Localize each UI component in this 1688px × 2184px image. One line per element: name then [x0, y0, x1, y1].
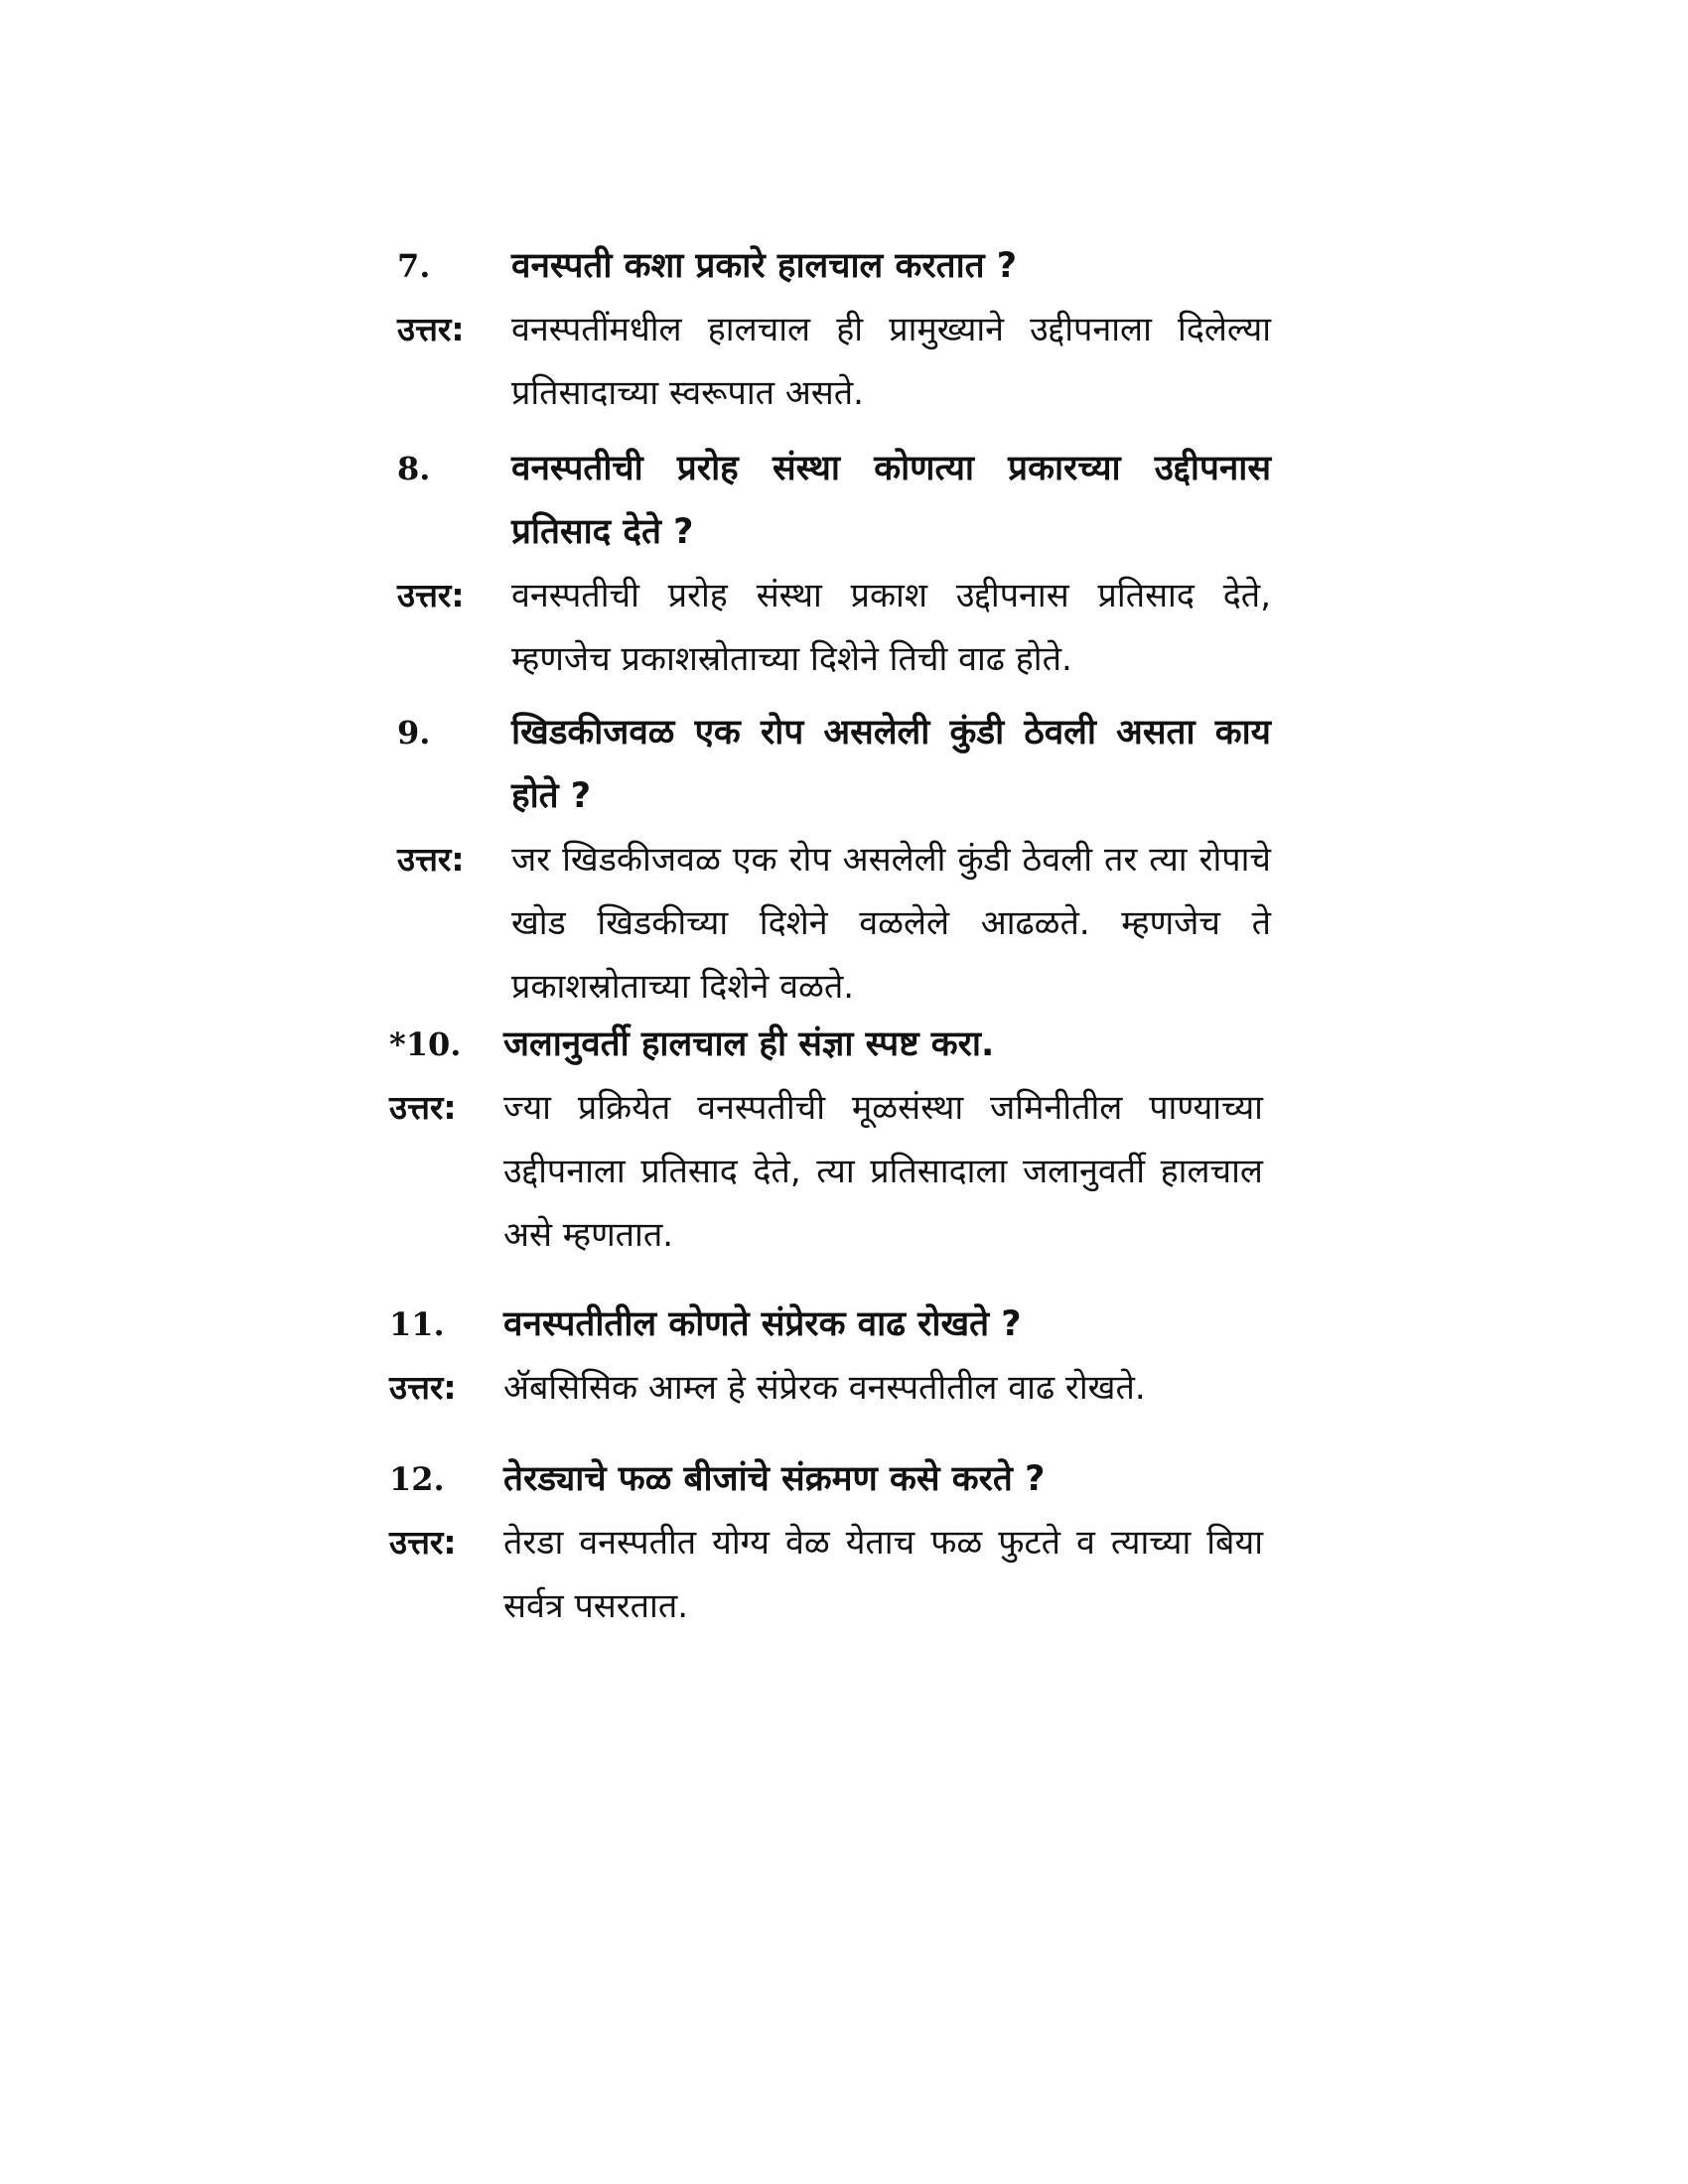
answer-label: उत्तर:: [397, 840, 465, 879]
question-row: [397, 701, 1271, 828]
answer-row: [389, 1511, 1263, 1638]
answer-label: उत्तर:: [389, 1523, 457, 1562]
answer-label: उत्तर:: [389, 1088, 457, 1127]
question-row: [397, 234, 1271, 298]
answer-label: उत्तर:: [397, 576, 465, 614]
question-row: [389, 1293, 1263, 1356]
question-text: वनस्पती कशा प्रकारे हालचाल करतात ?: [511, 246, 1018, 286]
answer-text: ज्या प्रक्रियेत वनस्पतीची मूळसंस्था जमिनीतील पाण्याच्या उद्दीपनाला प्रतिसाद देते, त्या प्रतिसादाला जलानुवर्ती हालचाल असे म्हणतात.: [503, 1088, 1263, 1255]
answer-text: वनस्पतीची प्ररोह संस्था प्रकाश उद्दीपनास प्रतिसाद देते, म्हणजेच प्रकाशस्रोताच्या दिशेने तिची वाढ होते.: [511, 576, 1271, 679]
question-row: [389, 1013, 1263, 1076]
qa-item-9: [397, 701, 1271, 1019]
answer-text: ॲबसिसिक आम्ल हे संप्रेरक वनस्पतीतील वाढ रोखते.: [503, 1368, 1146, 1408]
question-row: [397, 437, 1271, 564]
question-row: [389, 1447, 1263, 1511]
answer-label: उत्तर:: [397, 310, 465, 348]
answer-row: [389, 1076, 1263, 1267]
answer-text: वनस्पतींमधील हालचाल ही प्रामुख्याने उद्दीपनाला दिलेल्या प्रतिसादाच्या स्वरूपात असते.: [511, 310, 1271, 413]
question-number: 8.: [397, 450, 431, 487]
answer-row: [397, 828, 1271, 1019]
question-number: 7.: [397, 247, 431, 285]
answer-row: [397, 564, 1271, 691]
answer-row: [397, 298, 1271, 425]
qa-item-10: [389, 1013, 1263, 1267]
question-text: जलानुवर्ती हालचाल ही संज्ञा स्पष्ट करा.: [503, 1024, 995, 1064]
qa-item-12: [389, 1447, 1263, 1638]
qa-item-7: [397, 234, 1271, 425]
question-number: 12.: [389, 1460, 445, 1498]
qa-item-11: [389, 1293, 1263, 1420]
answer-label: उत्तर:: [389, 1368, 457, 1407]
question-number: 11.: [389, 1305, 445, 1343]
qa-item-8: [397, 437, 1271, 691]
question-text: तेरड्याचे फळ बीजांचे संक्रमण कसे करते ?: [503, 1459, 1046, 1499]
question-text: वनस्पतीची प्ररोह संस्था कोणत्या प्रकारच्या उद्दीपनास प्रतिसाद देते ?: [511, 449, 1271, 552]
answer-text: जर खिडकीजवळ एक रोप असलेली कुंडी ठेवली तर त्या रोपाचे खोड खिडकीच्या दिशेने वळलेले आढळते. म्हणजेच ते प्रकाशस्रोताच्या दिशेने वळते.: [511, 840, 1271, 1007]
question-number: 9.: [397, 714, 431, 751]
question-number: *10.: [389, 1025, 462, 1063]
question-text: वनस्पतीतील कोणते संप्रेरक वाढ रोखते ?: [503, 1304, 1022, 1344]
answer-row: [389, 1356, 1263, 1420]
question-text: खिडकीजवळ एक रोप असलेली कुंडी ठेवली असता काय होते ?: [511, 713, 1271, 816]
answer-text: तेरडा वनस्पतीत योग्य वेळ येताच फळ फुटते व त्याच्या बिया सर्वत्र पसरतात.: [503, 1523, 1263, 1626]
